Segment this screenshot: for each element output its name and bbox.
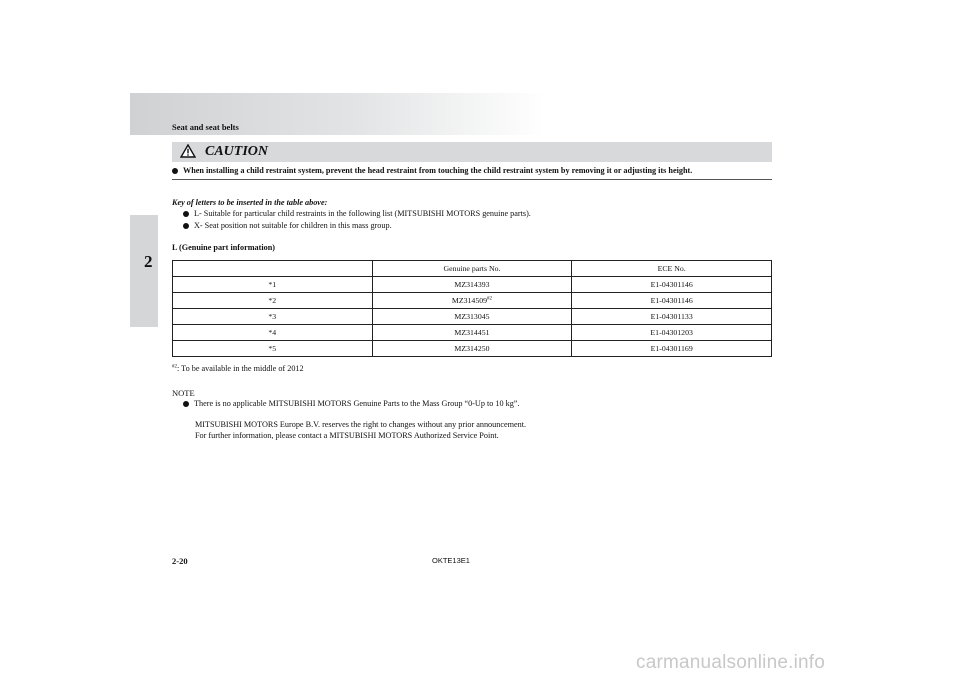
warning-triangle-icon	[180, 144, 196, 158]
page-number: 2-20	[172, 556, 188, 566]
table-row	[173, 309, 772, 325]
parts-table	[172, 260, 772, 357]
part-cell	[372, 325, 572, 341]
mark-cell: *2	[173, 293, 373, 309]
mark-cell: *4	[173, 325, 373, 341]
bullet-icon	[183, 211, 189, 217]
caution-title: CAUTION	[205, 144, 269, 159]
header-cell: ECE No.	[572, 261, 772, 277]
watermark: carmanualsonline.info	[636, 652, 826, 673]
footnote	[172, 364, 304, 373]
document-code: OKTE13E1	[432, 556, 470, 565]
part-number: MZ314509	[451, 296, 488, 305]
note-paragraph: For further information, please contact a MITSUBISHI MOTORS Authorized Service Point.	[195, 431, 499, 440]
note-item-text: There is no applicable MITSUBISHI MOTORS Genuine Parts to the Mass Group “0-Up to 10 kg”.	[194, 399, 520, 408]
ece-cell: E1-04301169	[572, 341, 772, 357]
note-item	[183, 399, 520, 408]
bullet-icon	[183, 401, 189, 407]
table-row	[173, 293, 772, 309]
ece-cell: E1-04301133	[572, 309, 772, 325]
part-number: MZ314451	[454, 328, 490, 337]
parts-table-title: L (Genuine part information)	[172, 243, 276, 252]
table-row	[173, 325, 772, 341]
mark-cell: *3	[173, 309, 373, 325]
chapter-number: 2	[144, 252, 153, 271]
mark-cell: *1	[173, 277, 373, 293]
part-number: MZ314393	[454, 280, 490, 289]
header-cell	[173, 261, 373, 277]
note-title: NOTE	[172, 388, 195, 398]
key-item-text: L- Suitable for particular child restraints in the following list (MITSUBISHI MOTORS genuine parts).	[194, 209, 531, 218]
table-header-row	[173, 261, 772, 277]
mark-cell: *5	[173, 341, 373, 357]
key-item-text: X- Seat position not suitable for children in this mass group.	[194, 221, 392, 230]
key-item	[183, 221, 392, 230]
ece-cell: E1-04301146	[572, 293, 772, 309]
part-sup: #2	[487, 296, 493, 302]
part-cell	[372, 309, 572, 325]
note-paragraph: MITSUBISHI MOTORS Europe B.V. reserves the right to changes without any prior announcement.	[195, 420, 527, 429]
part-number: MZ313045	[454, 312, 490, 321]
header-cell: Genuine parts No.	[372, 261, 572, 277]
part-cell	[372, 341, 572, 357]
part-cell	[372, 277, 572, 293]
caution-text-body: When installing a child restraint system, prevent the head restraint from touching the child restraint system by removing it or adjusting its height.	[183, 166, 693, 175]
bullet-icon	[183, 223, 189, 229]
ece-cell: E1-04301146	[572, 277, 772, 293]
table-row	[173, 277, 772, 293]
table-row	[173, 341, 772, 357]
key-title: Key of letters to be inserted in the table above:	[172, 198, 328, 207]
part-cell	[372, 293, 572, 309]
bullet-icon	[172, 168, 178, 174]
footnote-text: : To be available in the middle of 2012	[177, 364, 304, 373]
caution-divider	[172, 179, 772, 180]
part-number: MZ314250	[454, 344, 490, 353]
caution-text	[172, 166, 772, 175]
key-item	[183, 209, 531, 218]
footnote-mark: #2	[172, 364, 177, 370]
ece-cell: E1-04301203	[572, 325, 772, 341]
section-title: Seat and seat belts	[172, 122, 239, 132]
